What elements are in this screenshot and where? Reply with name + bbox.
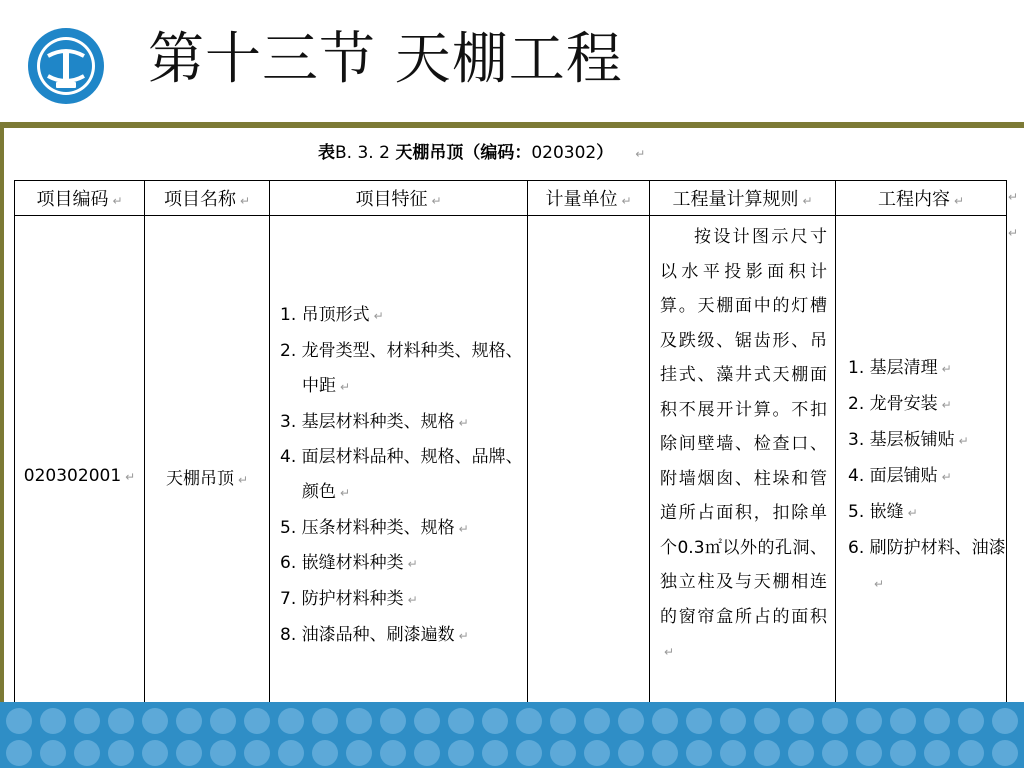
footer-dot: [924, 708, 950, 734]
footer-dot: [346, 740, 372, 766]
footer-dot: [652, 708, 678, 734]
footer-dot: [822, 708, 848, 734]
list-item: 1. 基层清理 ↵: [848, 357, 952, 378]
list-item: 4. 面层材料品种、规格、品牌、颜色 ↵: [280, 447, 523, 502]
paragraph-mark-icon: ↵: [635, 147, 646, 161]
footer-dot: [6, 740, 32, 766]
footer-dot: [652, 740, 678, 766]
footer-dot: [890, 708, 916, 734]
caption-code: B. 3. 2: [335, 143, 396, 163]
footer-band: [0, 702, 1024, 768]
footer-dot: [448, 740, 474, 766]
footer-dot: [346, 708, 372, 734]
footer-dot: [312, 740, 338, 766]
header-work-content: 工程内容 ↵: [836, 181, 1007, 216]
footer-dot: [686, 740, 712, 766]
footer-dot: [278, 708, 304, 734]
footer-dot: [244, 708, 270, 734]
footer-dot: [958, 708, 984, 734]
work-content-list: [836, 351, 1006, 602]
footer-dot: [142, 708, 168, 734]
cell-unit: [528, 216, 650, 737]
footer-dot: [6, 708, 32, 734]
footer-dot: [516, 708, 542, 734]
caption-prefix: 表: [318, 143, 335, 163]
header-divider: [0, 122, 1024, 128]
header-project-features: 项目特征 ↵: [270, 181, 528, 216]
footer-dot: [40, 740, 66, 766]
cell-project-features: [270, 216, 528, 737]
slide-header: [0, 0, 1024, 122]
footer-dot: [244, 740, 270, 766]
list-item: 6. 嵌缝材料种类 ↵: [280, 553, 418, 574]
footer-dot: [176, 708, 202, 734]
footer-dot: [550, 708, 576, 734]
list-item: 2. 龙骨安装 ↵: [848, 393, 952, 414]
footer-dot: [924, 740, 950, 766]
footer-dot: [720, 740, 746, 766]
list-item: 6. 刷防护材料、油漆↵: [848, 537, 1006, 591]
footer-dot: [414, 740, 440, 766]
footer-dot: [380, 708, 406, 734]
footer-dot: [822, 740, 848, 766]
footer-dot: [788, 708, 814, 734]
footer-dot: [482, 740, 508, 766]
list-item: 3. 基层材料种类、规格 ↵: [280, 411, 469, 432]
table-row: [15, 216, 1007, 737]
table-caption: [318, 140, 645, 167]
footer-dot: [890, 740, 916, 766]
paragraph-mark-icon: ↵: [1008, 190, 1019, 204]
features-list: [270, 298, 527, 653]
footer-dot: [584, 740, 610, 766]
footer-dot: [856, 708, 882, 734]
footer-dot: [550, 740, 576, 766]
footer-dot: [74, 708, 100, 734]
footer-dot: [856, 740, 882, 766]
footer-dot: [108, 740, 134, 766]
list-item: 1. 吊顶形式 ↵: [280, 305, 384, 326]
footer-dot: [312, 708, 338, 734]
footer-dot: [74, 740, 100, 766]
list-item: 7. 防护材料种类 ↵: [280, 589, 418, 610]
footer-dot: [992, 740, 1018, 766]
footer-dot: [482, 708, 508, 734]
footer-dot: [210, 740, 236, 766]
footer-dot: [618, 740, 644, 766]
spec-table: [14, 180, 1007, 737]
cell-calc-rule: 按设计图示尺寸以水平投影面积计算。天棚面中的灯槽及跌级、锯齿形、吊挂式、藻井式天棚面积不展开计算。不扣除间壁墙、检查口、附墙烟囱、柱垛和管道所占面积，扣除单个0.3㎡以外的孔洞、独立柱及与天棚相连的窗帘盒所占的面积↵: [650, 216, 836, 737]
table-header-row: [15, 181, 1007, 216]
cell-project-code: 020302001 ↵: [15, 216, 145, 737]
paragraph-mark-icon: ↵: [1008, 226, 1019, 240]
header-project-name: 项目名称 ↵: [145, 181, 270, 216]
footer-dot: [40, 708, 66, 734]
footer-dot: [380, 740, 406, 766]
school-logo-icon: [26, 26, 106, 106]
footer-dot: [584, 708, 610, 734]
left-border-bar: [0, 128, 4, 702]
footer-dot: [414, 708, 440, 734]
slide-title: 第十三节 天棚工程: [148, 27, 623, 92]
footer-dot: [448, 708, 474, 734]
list-item: 5. 压条材料种类、规格 ↵: [280, 517, 469, 538]
footer-dot: [618, 708, 644, 734]
header-unit: 计量单位 ↵: [528, 181, 650, 216]
caption-name: 天棚吊顶（编码：: [395, 143, 532, 163]
footer-dot: [278, 740, 304, 766]
list-item: 5. 嵌缝 ↵: [848, 501, 918, 522]
footer-dot: [992, 708, 1018, 734]
footer-dot: [686, 708, 712, 734]
cell-work-content: [836, 216, 1007, 737]
footer-dot: [108, 708, 134, 734]
footer-dot: [720, 708, 746, 734]
footer-dot: [754, 740, 780, 766]
footer-dot: [754, 708, 780, 734]
footer-dot: [142, 740, 168, 766]
footer-dot: [516, 740, 542, 766]
footer-dot: [788, 740, 814, 766]
header-project-code: 项目编码 ↵: [15, 181, 145, 216]
list-item: 4. 面层铺贴 ↵: [848, 465, 952, 486]
footer-dot: [958, 740, 984, 766]
list-item: 3. 基层板铺贴 ↵: [848, 429, 969, 450]
list-item: 8. 油漆品种、刷漆遍数 ↵: [280, 624, 469, 645]
footer-dot: [176, 740, 202, 766]
list-item: 2. 龙骨类型、材料种类、规格、中距 ↵: [280, 341, 523, 396]
caption-number: 020302: [531, 143, 597, 163]
footer-dot: [210, 708, 236, 734]
cell-project-name: 天棚吊顶 ↵: [145, 216, 270, 737]
header-calc-rule: 工程量计算规则 ↵: [650, 181, 836, 216]
caption-end: ）: [596, 143, 614, 163]
